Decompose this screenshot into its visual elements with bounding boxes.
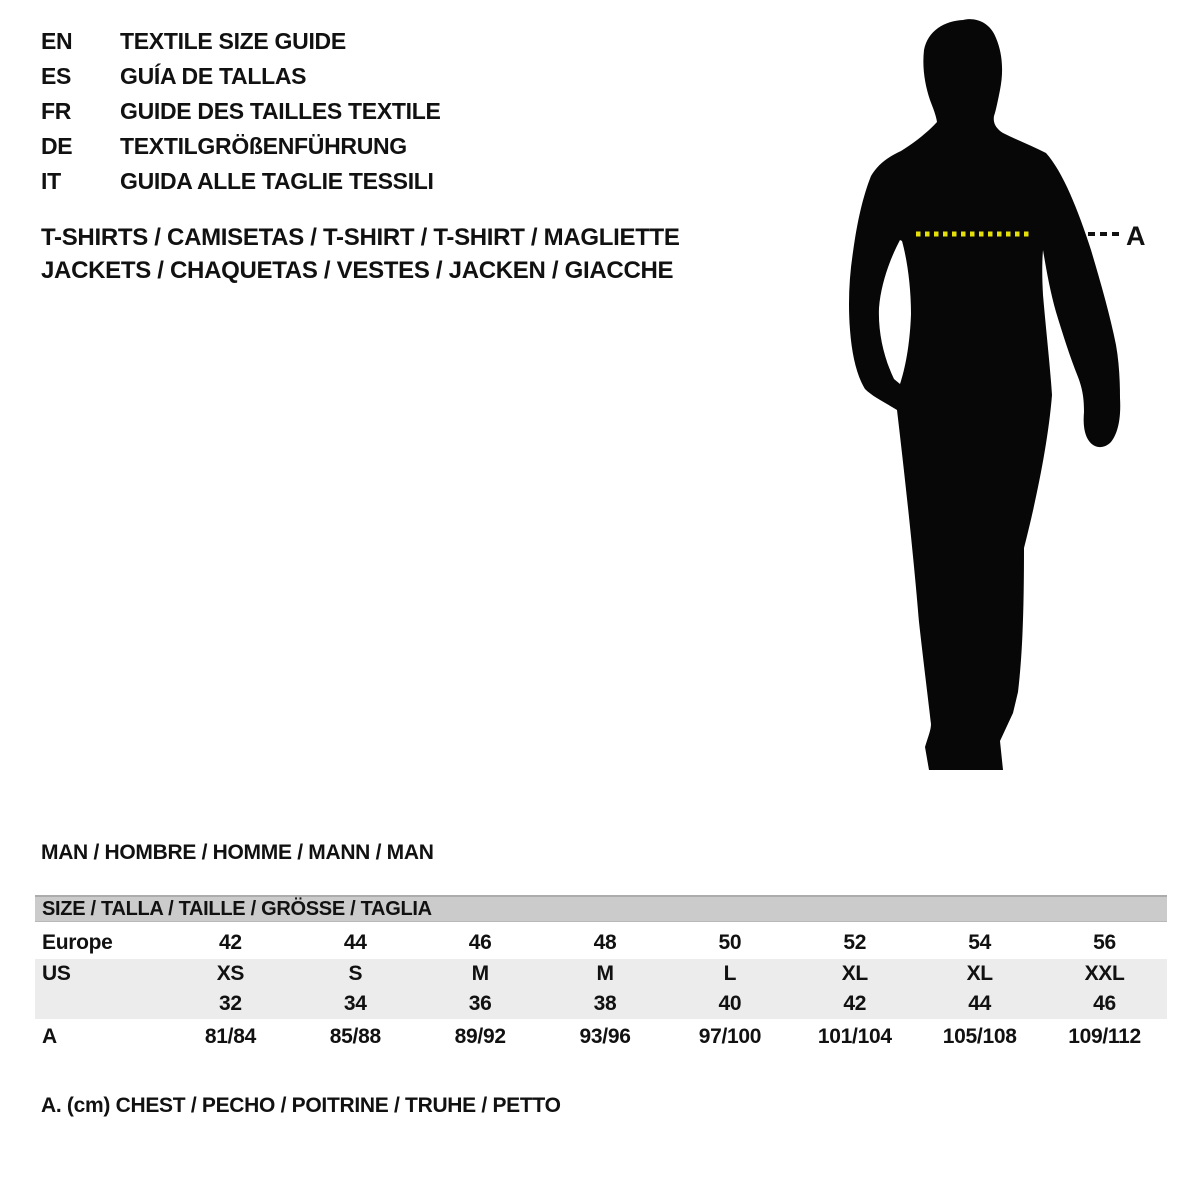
category-jackets: JACKETS / CHAQUETAS / VESTES / JACKEN / GIACCHE [41, 257, 674, 284]
size-value-cell: 89/92 [454, 1024, 506, 1048]
size-value-cell: 40 [718, 992, 742, 1015]
section-title-man: MAN / HOMBRE / HOMME / MANN / MAN [41, 841, 434, 864]
row-label: A [42, 1024, 57, 1048]
size-value-cell: 36 [468, 992, 492, 1015]
language-code: IT [41, 168, 61, 194]
language-code: ES [41, 63, 72, 89]
size-value-cell: 48 [593, 930, 617, 954]
size-value-cell: 38 [593, 992, 617, 1015]
language-guide-title: TEXTILE SIZE GUIDE [120, 28, 346, 54]
size-value-cell: XS [216, 962, 245, 985]
size-value-cell: 42 [219, 930, 242, 954]
language-guide-title: GUIDA ALLE TAGLIE TESSILI [120, 168, 434, 194]
size-value-cell: 52 [843, 930, 867, 954]
size-table-row-us [35, 959, 1167, 989]
row-label: Europe [42, 930, 113, 954]
size-value-cell: XL [966, 962, 993, 985]
size-value-cell: 32 [219, 992, 242, 1015]
size-value-cell: 97/100 [698, 1024, 762, 1048]
language-code: DE [41, 133, 73, 159]
size-value-cell: 44 [968, 992, 992, 1015]
garment-categories [41, 221, 680, 287]
size-value-cell: M [596, 962, 614, 985]
measure-label-a: A [1126, 221, 1146, 251]
size-value-cell: M [471, 962, 489, 985]
size-value-cell: 54 [968, 930, 992, 954]
language-guide-title: GUIDE DES TAILLES TEXTILE [120, 98, 441, 124]
size-value-cell: 46 [468, 930, 492, 954]
size-table-row-numeric [35, 989, 1167, 1019]
language-row-de [41, 129, 441, 164]
measurement-footnote: A. (cm) CHEST / PECHO / POITRINE / TRUHE / PETTO [41, 1094, 561, 1117]
language-row-it [41, 164, 441, 199]
size-value-cell: 42 [843, 992, 867, 1015]
language-guide-title: TEXTILGRÖßENFÜHRUNG [120, 133, 407, 159]
size-value-cell: 101/104 [817, 1024, 892, 1048]
language-guide-title: GUÍA DE TALLAS [120, 63, 307, 89]
size-value-cell: 81/84 [204, 1024, 256, 1048]
row-label: US [42, 962, 71, 985]
size-value-cell: 34 [343, 992, 367, 1015]
size-value-cell: 50 [718, 930, 742, 954]
size-value-cell: 44 [343, 930, 367, 954]
language-code: FR [41, 98, 72, 124]
size-value-cell: L [723, 962, 737, 985]
language-row-es [41, 59, 441, 94]
size-value-cell: 85/88 [329, 1024, 381, 1048]
language-row-en [41, 24, 441, 59]
man-silhouette-figure [820, 0, 1200, 800]
category-tshirts: T-SHIRTS / CAMISETAS / T-SHIRT / T-SHIRT / MAGLIETTE [41, 224, 680, 251]
size-value-cell: 56 [1093, 930, 1116, 954]
size-value-cell: XXL [1084, 962, 1125, 985]
size-table [35, 895, 1167, 1054]
size-table-body [35, 926, 1167, 1054]
size-value-cell: XL [841, 962, 868, 985]
size-value-cell: 93/96 [579, 1024, 631, 1048]
size-table-row-europe [35, 926, 1167, 959]
language-row-fr [41, 94, 441, 129]
size-table-row-a [35, 1019, 1167, 1054]
size-value-cell: S [348, 962, 363, 985]
language-title-list [41, 24, 441, 199]
size-table-header: SIZE / TALLA / TAILLE / GRÖSSE / TAGLIA [35, 895, 1167, 922]
size-value-cell: 105/108 [942, 1024, 1017, 1048]
man-silhouette [849, 19, 1120, 770]
language-code: EN [41, 28, 73, 54]
size-value-cell: 109/112 [1068, 1024, 1141, 1048]
size-value-cell: 46 [1093, 992, 1116, 1015]
